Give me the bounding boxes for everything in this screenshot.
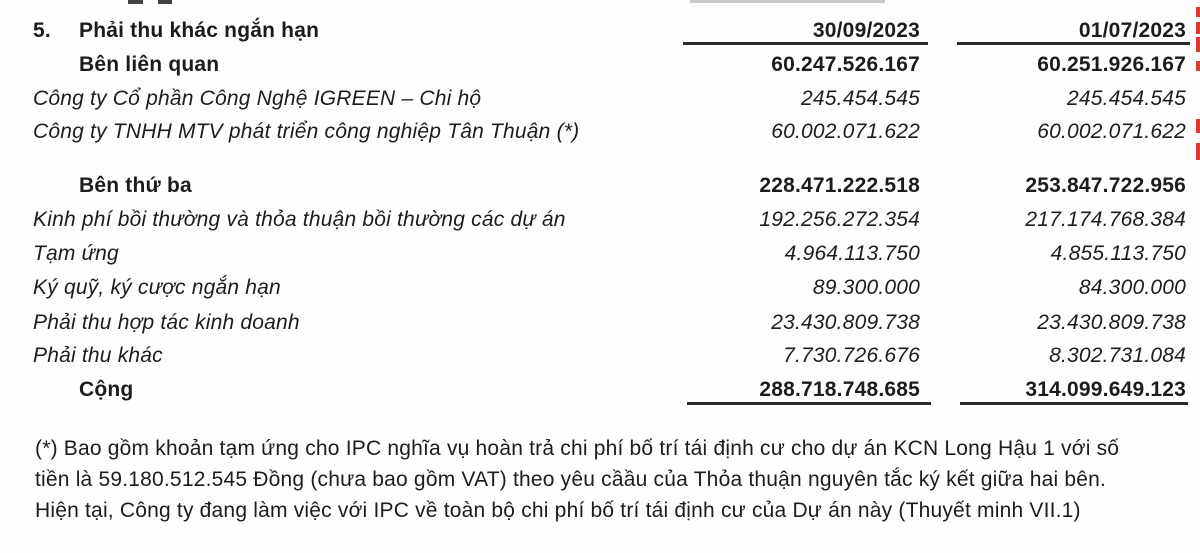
scan-artifact	[128, 0, 143, 4]
table-row	[0, 173, 1200, 201]
row-value-prior: 314.099.649.123	[1025, 378, 1186, 401]
red-edge-mark	[1196, 119, 1200, 133]
row-value-current: 60.002.071.622	[771, 120, 920, 143]
red-edge-mark	[1196, 37, 1200, 52]
row-value-prior: 60.002.071.622	[1037, 120, 1186, 143]
row-value-prior: 60.251.926.167	[1037, 53, 1186, 76]
scan-artifact	[690, 0, 885, 3]
total-underline	[687, 402, 931, 405]
row-value-current: 245.454.545	[801, 87, 920, 110]
row-value-current: 228.471.222.518	[759, 174, 920, 197]
footnote-line: Hiện tại, Công ty đang làm việc với IPC về toàn bộ chi phí bố trí tái định cư của Dự án này (Thuyết minh VII.1)	[35, 499, 1081, 522]
row-value-current: 192.256.272.354	[759, 208, 920, 231]
row-value-current: 89.300.000	[812, 276, 920, 299]
row-label: Công ty Cổ phần Công Nghệ IGREEN – Chi hộ	[33, 87, 482, 110]
red-edge-mark	[1196, 143, 1200, 160]
red-edge-mark	[1196, 61, 1200, 71]
row-value-prior: 23.430.809.738	[1037, 311, 1186, 334]
row-label: Tạm ứng	[33, 242, 119, 265]
row-label: Ký quỹ, ký cược ngắn hạn	[33, 276, 281, 299]
table-row	[0, 52, 1200, 80]
row-value-current: 23.430.809.738	[771, 311, 920, 334]
section-number: 5.	[33, 19, 51, 42]
table-row	[0, 343, 1200, 371]
row-label: Bên thứ ba	[79, 174, 192, 197]
table-row	[0, 86, 1200, 114]
row-value-current: 7.730.726.676	[783, 344, 920, 367]
row-label: Phải thu khác	[33, 344, 163, 367]
row-value-prior: 84.300.000	[1078, 276, 1186, 299]
row-value-prior: 253.847.722.956	[1025, 174, 1186, 197]
table-row	[0, 310, 1200, 338]
footnote	[35, 433, 1185, 526]
header-underline	[957, 42, 1190, 45]
row-label: Bên liên quan	[79, 53, 220, 76]
section-title: Phải thu khác ngắn hạn	[79, 19, 320, 42]
total-underline	[960, 402, 1188, 405]
table-row	[0, 275, 1200, 303]
row-value-current: 4.964.113.750	[784, 242, 920, 265]
table-row	[0, 207, 1200, 235]
footnote-line: tiền là 59.180.512.545 Đồng (chưa bao gồm VAT) theo yêu cầầu của Thỏa thuận nguyên tắc ký kết giữa hai bên.	[35, 468, 1107, 491]
table-row	[0, 119, 1200, 147]
row-value-prior: 8.302.731.084	[1049, 344, 1186, 367]
column-header-prior: 01/07/2023	[1078, 19, 1186, 42]
row-value-prior: 217.174.768.384	[1025, 208, 1186, 231]
scan-artifact	[158, 0, 172, 4]
row-label: Kinh phí bồi thường và thỏa thuận bồi thường các dự án	[33, 208, 566, 231]
red-edge-mark	[1196, 22, 1200, 34]
row-value-prior: 4.855.113.750	[1050, 242, 1186, 265]
row-label: Công ty TNHH MTV phát triển công nghiệp Tân Thuận (*)	[33, 120, 580, 143]
red-edge-mark	[1196, 7, 1200, 17]
row-value-prior: 245.454.545	[1067, 87, 1186, 110]
row-label: Phải thu hợp tác kinh doanh	[33, 311, 300, 334]
row-value-current: 60.247.526.167	[771, 53, 920, 76]
table-total-row	[0, 377, 1200, 405]
footnote-line: (*) Bao gồm khoản tạm ứng cho IPC nghĩa vụ hoàn trả chi phí bố trí tái định cư cho dự án KCN Long Hậu 1 với số	[35, 437, 1120, 460]
row-value-current: 288.718.748.685	[759, 378, 920, 401]
header-underline	[683, 42, 928, 45]
row-label: Cộng	[79, 378, 134, 401]
column-header-current: 30/09/2023	[812, 19, 920, 42]
table-row	[0, 241, 1200, 269]
